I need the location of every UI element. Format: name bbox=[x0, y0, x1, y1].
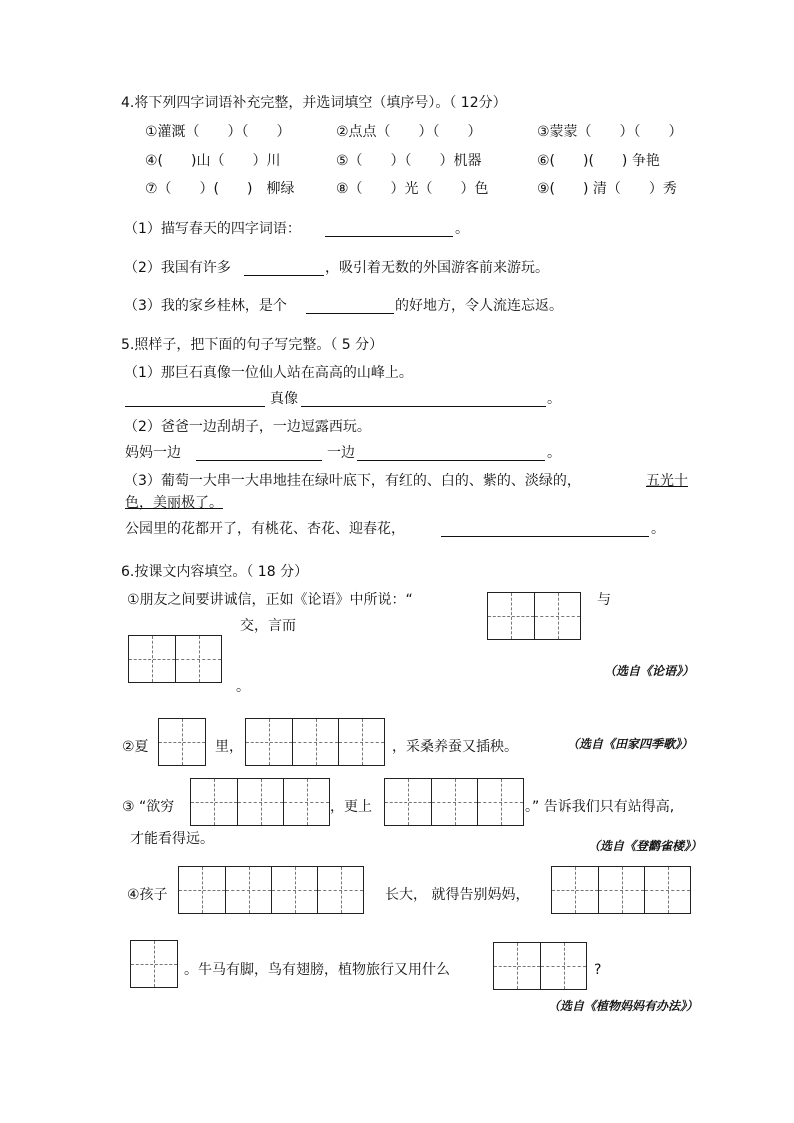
grid-cell[interactable] bbox=[534, 593, 580, 639]
q5-ex3-underline-1: 五光十 bbox=[646, 473, 688, 489]
grid-cell[interactable] bbox=[540, 943, 586, 989]
source-citation: （选自《植物妈妈有办法》） bbox=[548, 999, 699, 1013]
grid-cell[interactable] bbox=[179, 867, 225, 913]
q5-ex2-pre: 妈妈一边 bbox=[125, 445, 181, 461]
grid-cell[interactable] bbox=[431, 779, 477, 825]
q6-p4-mid: 长大， 就得告别妈妈， bbox=[385, 887, 530, 903]
q5-ex3-prompt: 公园里的花都开了，有桃花、杏花、迎春花， bbox=[125, 521, 405, 537]
q6-p4-tail: 。牛马有脚，鸟有翅膀，植物旅行又用什么 bbox=[184, 962, 450, 978]
q4-item-8: ⑧（ ）光（ ）色 bbox=[336, 181, 489, 197]
grid-cell[interactable] bbox=[317, 867, 363, 913]
grid-cell[interactable] bbox=[338, 719, 384, 765]
q5-example-1: （1）那巨石真像一位仙人站在高高的山峰上。 bbox=[124, 365, 413, 381]
writing-grid[interactable] bbox=[245, 718, 385, 766]
q6-p1-jiao: 交，言而 bbox=[240, 618, 296, 634]
answer-blank[interactable] bbox=[244, 275, 324, 276]
grid-cell[interactable] bbox=[477, 779, 523, 825]
writing-grid[interactable] bbox=[493, 942, 587, 990]
q4-item-6: ⑥( )( ) 争艳 bbox=[537, 153, 660, 169]
grid-cell[interactable] bbox=[283, 779, 329, 825]
period: 。 bbox=[236, 679, 250, 695]
q4-item-1: ①灌溉（ ）（ ） bbox=[145, 124, 291, 140]
q6-p3-mid: ，更上 bbox=[330, 799, 372, 815]
q4-item-9: ⑨( ) 清（ ）秀 bbox=[537, 181, 677, 197]
q6-p2-text: ②夏 bbox=[122, 739, 149, 755]
q4-sentence-1: （1）描写春天的四字词语： bbox=[124, 221, 301, 237]
answer-blank[interactable] bbox=[306, 313, 394, 314]
q5-title: 5.照样子，把下面的句子写完整。（ 5 分） bbox=[121, 337, 384, 353]
period: 。 bbox=[547, 391, 561, 407]
q6-title: 6.按课文内容填空。（ 18 分） bbox=[121, 564, 309, 580]
q6-p2-li: 里， bbox=[215, 739, 243, 755]
grid-cell[interactable] bbox=[129, 636, 175, 682]
grid-cell[interactable] bbox=[131, 941, 177, 987]
q6-p3-text: ③ “欲穷 bbox=[122, 799, 175, 815]
grid-cell[interactable] bbox=[644, 867, 690, 913]
answer-blank[interactable] bbox=[357, 460, 545, 461]
source-citation: （选自《田家四季歌》） bbox=[567, 737, 694, 751]
q5-ex3-underline-2: 色，美丽极了。 bbox=[125, 495, 223, 511]
period: 。 bbox=[651, 521, 665, 537]
q4-item-2: ②点点（ ）（ ） bbox=[336, 124, 482, 140]
source-citation: （选自《论语》） bbox=[604, 664, 695, 678]
writing-grid[interactable] bbox=[128, 635, 222, 683]
q4-sentence-2-tail: ，吸引着无数的外国游客前来游玩。 bbox=[325, 260, 549, 276]
grid-cell[interactable] bbox=[191, 779, 237, 825]
grid-cell[interactable] bbox=[494, 943, 540, 989]
q6-p3-end: 才能看得远。 bbox=[130, 831, 214, 847]
answer-blank[interactable] bbox=[196, 460, 322, 461]
source-citation: （选自《登鹳雀楼》） bbox=[588, 839, 703, 853]
q4-item-3: ③蒙蒙（ ）（ ） bbox=[537, 124, 683, 140]
writing-grid[interactable] bbox=[190, 778, 330, 826]
grid-cell[interactable] bbox=[552, 867, 598, 913]
q4-sentence-3: （3）我的家乡桂林，是个 bbox=[124, 298, 287, 314]
q6-p4-text: ④孩子 bbox=[127, 887, 168, 903]
answer-blank[interactable] bbox=[125, 406, 265, 407]
q6-p1-yu: 与 bbox=[597, 592, 611, 608]
q6-p1-text: ①朋友之间要讲诚信，正如《论语》中所说：“ bbox=[127, 592, 413, 608]
q5-ex1-mid: 真像 bbox=[270, 391, 298, 407]
q4-sentence-3-tail: 的好地方，令人流连忘返。 bbox=[395, 298, 563, 314]
writing-grid[interactable] bbox=[487, 592, 581, 640]
q4-item-7: ⑦（ ）( ) 柳绿 bbox=[145, 181, 295, 197]
q5-example-3: （3）葡萄一大串一大串地挂在绿叶底下，有红的、白的、紫的、淡绿的， bbox=[124, 473, 581, 489]
q6-p2-tail: ，采桑养蚕又插秧。 bbox=[392, 739, 518, 755]
grid-cell[interactable] bbox=[246, 719, 292, 765]
grid-cell[interactable] bbox=[598, 867, 644, 913]
grid-cell[interactable] bbox=[159, 719, 205, 765]
q6-p4-end: ? bbox=[594, 962, 602, 978]
q4-item-4: ④( )山（ ）川 bbox=[145, 153, 281, 169]
q4-title: 4.将下列四字词语补充完整，并选词填空（填序号）。（ 12分） bbox=[121, 95, 507, 111]
grid-cell[interactable] bbox=[488, 593, 534, 639]
grid-cell[interactable] bbox=[175, 636, 221, 682]
grid-cell[interactable] bbox=[385, 779, 431, 825]
grid-cell[interactable] bbox=[292, 719, 338, 765]
writing-grid[interactable] bbox=[178, 866, 364, 914]
grid-cell[interactable] bbox=[237, 779, 283, 825]
answer-blank[interactable] bbox=[441, 536, 649, 537]
writing-grid[interactable] bbox=[130, 940, 178, 988]
q4-sentence-2: （2）我国有许多 bbox=[124, 260, 231, 276]
grid-cell[interactable] bbox=[225, 867, 271, 913]
writing-grid[interactable] bbox=[551, 866, 691, 914]
writing-grid[interactable] bbox=[158, 718, 206, 766]
answer-blank[interactable] bbox=[301, 406, 546, 407]
writing-grid[interactable] bbox=[384, 778, 524, 826]
period: 。 bbox=[547, 445, 561, 461]
q5-example-2: （2）爸爸一边刮胡子，一边逗露西玩。 bbox=[124, 419, 371, 435]
q4-item-5: ⑤（ ）（ ）机器 bbox=[336, 153, 482, 169]
q6-p3-tail: 。” 告诉我们只有站得高, bbox=[525, 799, 675, 815]
answer-blank[interactable] bbox=[325, 236, 453, 237]
q5-ex2-mid: 一边 bbox=[327, 445, 355, 461]
grid-cell[interactable] bbox=[271, 867, 317, 913]
period: 。 bbox=[455, 221, 469, 237]
